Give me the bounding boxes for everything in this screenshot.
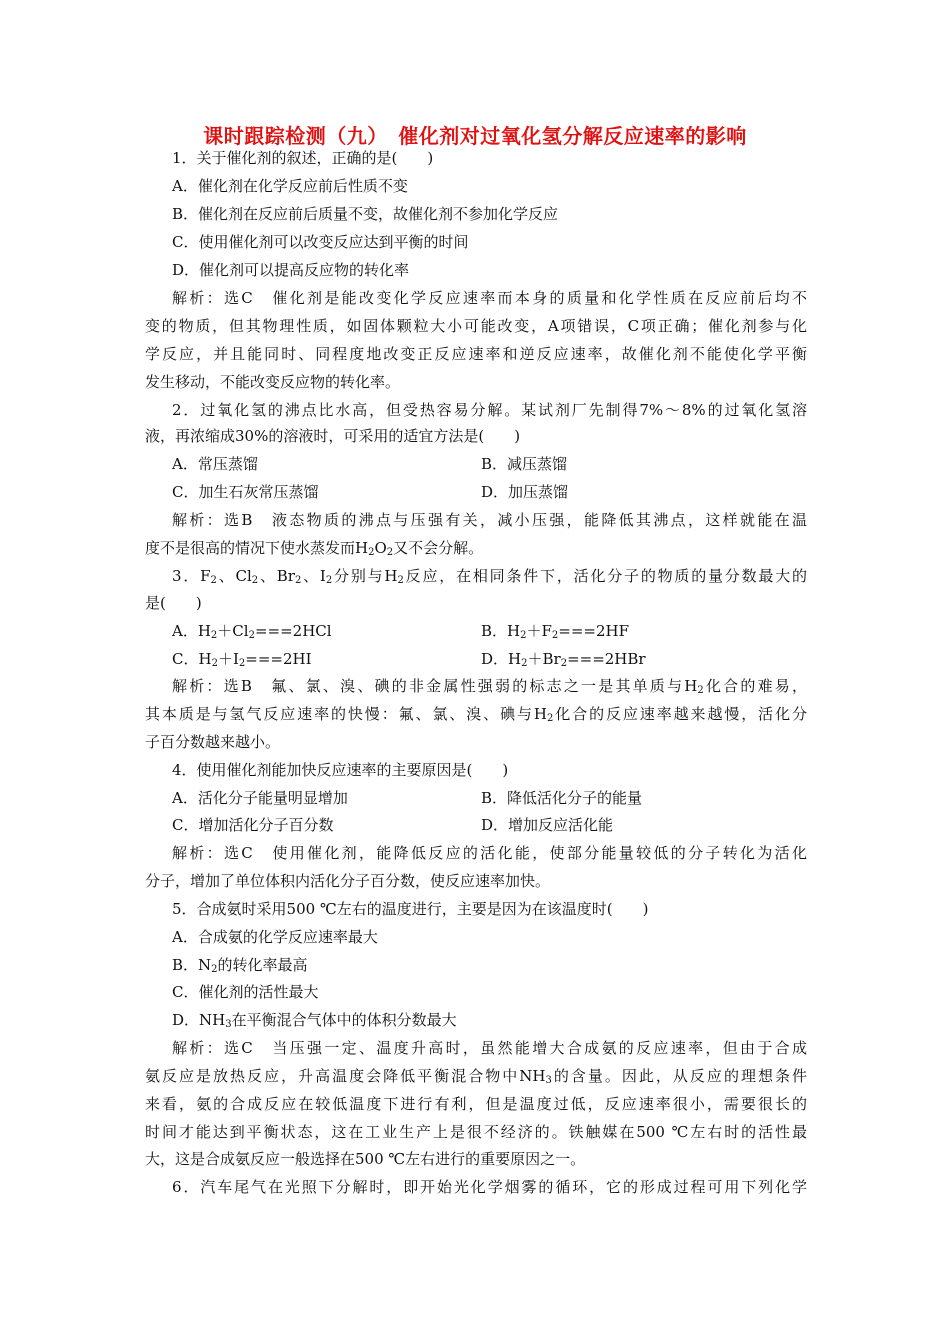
q1-option-a: A．催化剂在化学反应前后性质不变 bbox=[172, 177, 408, 195]
page-title: 课时跟踪检测（九） 催化剂对过氧化氢分解反应速率的影响 bbox=[203, 124, 747, 148]
q2-explanation-line: 度不是很高的情况下使水蒸发而$H_2O_2$又不会分解。 bbox=[145, 539, 484, 558]
q5-option-d: D．$NH_3$在平衡混合气体中的体积分数最大 bbox=[172, 1011, 457, 1030]
q4-option-d: D．增加反应活化能 bbox=[481, 816, 614, 834]
q5-explanation-line: 氨反应是放热反应，升高温度会降低平衡混合物中$NH_3$的含量。因此，从反应的理想条件 bbox=[145, 1067, 807, 1086]
q1-explanation-line: 发生移动，不能改变反应物的转化率。 bbox=[145, 373, 401, 391]
q3-stem-line: 3．$F_2$、$Cl_2$、$Br_2$、$I_2$分别与$H_2$反应，在相同条件下，活化分子的物质的量分数最大的 bbox=[172, 567, 807, 586]
q5-stem: 5．合成氨时采用500 ℃左右的温度进行，主要是因为在该温度时( ) bbox=[172, 900, 649, 918]
q3-option-c: C．$H_2+I_2===2HI$ bbox=[172, 650, 312, 669]
q1-explanation-line: 解析：选C 催化剂是能改变化学反应速率而本身的质量和化学性质在反应前后均不 bbox=[172, 289, 807, 307]
q1-explanation-line: 变的物质，但其物理性质，如固体颗粒大小可能改变，A项错误，C项正确；催化剂参与化 bbox=[145, 317, 807, 335]
q3-stem-line: 是( ) bbox=[145, 594, 202, 612]
q1-option-d: D．催化剂可以提高反应物的转化率 bbox=[172, 261, 410, 279]
q4-explanation-line: 解析：选C 使用催化剂，能降低反应的活化能，使部分能量较低的分子转化为活化 bbox=[172, 844, 807, 862]
q5-explanation-line: 解析：选C 当压强一定、温度升高时，虽然能增大合成氨的反应速率，但由于合成 bbox=[172, 1039, 807, 1057]
q4-option-c: C．增加活化分子百分数 bbox=[172, 816, 334, 834]
q1-stem: 1．关于催化剂的叙述，正确的是( ) bbox=[172, 149, 434, 167]
q6-stem-line: 6．汽车尾气在光照下分解时，即开始光化学烟雾的循环，它的形成过程可用下列化学 bbox=[172, 1178, 807, 1196]
q3-explanation-line: 其本质是与氢气反应速率的快慢：氟、氯、溴、碘与$H_2$化合的反应速率越来越慢，活化分 bbox=[145, 705, 807, 724]
q4-option-b: B．降低活化分子的能量 bbox=[481, 789, 643, 807]
q2-stem-line: 液，再浓缩成30%的溶液时，可采用的适宜方法是( ) bbox=[145, 427, 521, 445]
q4-option-a: A．活化分子能量明显增加 bbox=[172, 789, 348, 807]
q2-option-a: A．常压蒸馏 bbox=[172, 455, 258, 473]
q5-option-b: B．$N_2$的转化率最高 bbox=[172, 956, 308, 975]
q2-option-d: D．加压蒸馏 bbox=[481, 483, 569, 501]
q3-explanation-line: 解析：选B 氟、氯、溴、碘的非金属性强弱的标志之一是其单质与$H_2$化合的难易， bbox=[172, 677, 807, 696]
q2-option-c: C．加生石灰常压蒸馏 bbox=[172, 483, 319, 501]
q4-stem: 4．使用催化剂能加快反应速率的主要原因是( ) bbox=[172, 761, 509, 779]
q4-explanation-line: 分子，增加了单位体积内活化分子百分数，使反应速率加快。 bbox=[145, 872, 551, 890]
q1-option-c: C．使用催化剂可以改变反应达到平衡的时间 bbox=[172, 233, 469, 251]
q3-option-b: B．$H_2+F_2===2HF$ bbox=[481, 622, 630, 641]
q2-option-b: B．减压蒸馏 bbox=[481, 455, 568, 473]
q1-option-b: B．催化剂在反应前后质量不变，故催化剂不参加化学反应 bbox=[172, 205, 559, 223]
q1-explanation-line: 学反应，并且能同时、同程度地改变正反应速率和逆反应速率，故催化剂不能使化学平衡 bbox=[145, 345, 807, 363]
q5-option-c: C．催化剂的活性最大 bbox=[172, 983, 319, 1001]
q5-explanation-line: 时间才能达到平衡状态，这在工业生产上是很不经济的。铁触媒在500 ℃左右时的活性最 bbox=[145, 1123, 807, 1141]
q5-explanation-line: 大，这是合成氨反应一般选择在500 ℃左右进行的重要原因之一。 bbox=[145, 1150, 586, 1168]
q5-explanation-line: 来看，氨的合成反应在较低温度下进行有利，但是温度过低，反应速率很小，需要很长的 bbox=[145, 1095, 807, 1113]
q3-explanation-line: 子百分数越来越小。 bbox=[145, 733, 281, 751]
q3-option-d: D．$H_2+Br_2===2HBr$ bbox=[481, 650, 646, 669]
q2-stem-line: 2．过氧化氢的沸点比水高，但受热容易分解。某试剂厂先制得7%～8%的过氧化氢溶 bbox=[172, 401, 807, 419]
q2-explanation-line: 解析：选B 液态物质的沸点与压强有关，减小压强，能降低其沸点，这样就能在温 bbox=[172, 511, 807, 529]
q5-option-a: A．合成氨的化学反应速率最大 bbox=[172, 928, 378, 946]
q3-option-a: A．$H_2+Cl_2===2HCl$ bbox=[172, 622, 332, 641]
